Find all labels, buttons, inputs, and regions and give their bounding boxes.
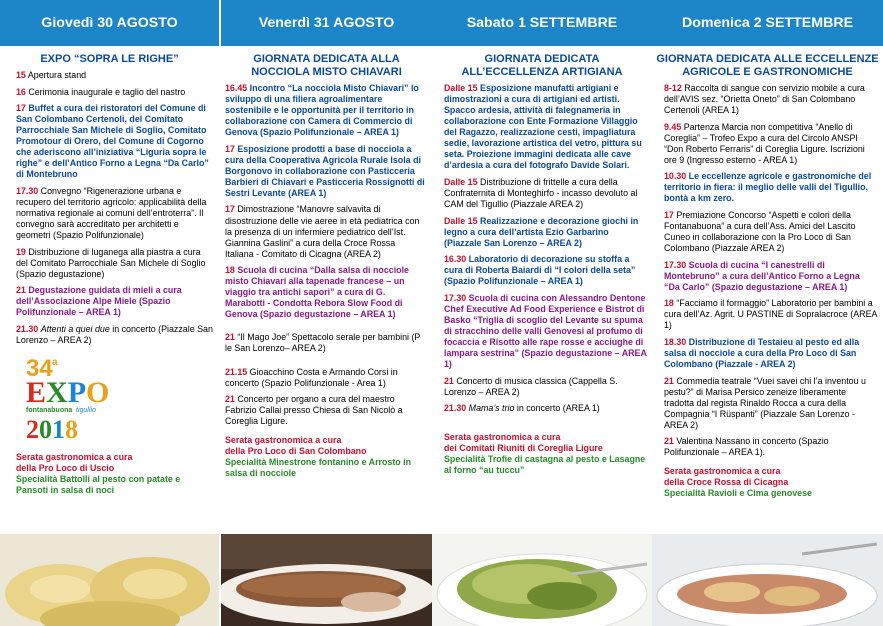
serata-specialty: Specialità Battolli al pesto con patate e Pansoti in salsa di noci [16,473,181,495]
event-list [652,81,883,458]
event: Dalle 15 Distribuzione di frittelle a cura della Confraternita di Monteghirfo - incasso devoluto al CAM del Tigullio (Piazzale AREA 2) [444,176,638,209]
day-header: Giovedì 30 AGOSTO [0,0,219,46]
event-list [221,81,432,427]
event: 16 Cerimonia inaugurale e taglio del nastro [16,86,186,97]
svg-text:tigullio: tigullio [76,406,96,414]
gastro-evening [652,464,883,499]
day-header: Venerdì 31 AGOSTO [221,0,432,46]
event: 17.30 Scuola di cucina “I canestrelli di Montebruno” a cura dell’Antico Forno a Legna “Da Carlo” (Spazio degustazione – AREA 1) [664,259,860,292]
event-list [0,68,219,346]
column-thursday [0,0,219,626]
event: 21 Concerto di musica classica (Cappella S. Lorenzo – AREA 2) [444,375,618,397]
day-title: GIORNATA DEDICATA ALLA NOCCIOLA MISTO CHIAVARI [251,53,402,78]
event: 21 Concerto per organo a cura del maestro Fabrizio Callai presso Chiesa di San Nicolò a Coreglia Ligure. [225,394,403,427]
column-saturday [432,0,652,626]
svg-text:34: 34 [26,354,53,382]
event: 10.30 Le eccellenze agricole e gastronomiche del territorio in fiera: il meglio delle valli del Tigullio, bontà a km zero. [664,171,872,204]
event: 16.45 Incontro “La nocciola Misto Chiavari” lo sviluppo di una filiera agroalimentare sostenibile e le opportunità per il territorio in collaborazione con Camera di Commercio di Genova (Spazio Polifunzionale – AREA 1) [225,83,419,138]
event: 19 Distribuzione di luganega alla piastra a cura del Comitato Parrocchiale San Michele di Soglio (Spazio degustazione) [16,246,206,279]
event: 17.30 Convegno “Rigenerazione urbana e recupero del territorio agricolo: applicabilità della normativa regionale ai comuni dell’entroterra”. Il convegno sarà accreditato per architetti e geometri (Spazio Polifunzionale) [16,185,207,241]
event: 17.30 Scuola di cucina con Alessandro Dentone Chef Executive Ad Food Experience e Bistrot di Basko “Triglia di scoglio del Levante su spuma di stracchino delle valli Genovesi al profumo di focaccia e Risotto alle rape rosse e acciughe di lampara sestrina” (Spazio degustazione – AREA 1) [444,292,647,370]
event: 21.15 Gioacchino Costa e Armando Corsi in concerto (Spazio Polifunzionale - Area 1) [225,366,398,388]
serata-organizer: della Pro Loco di Uscio [16,462,115,473]
year-2018: 2018 [26,414,78,442]
event: 8-12 Raccolta di sangue con servizio mobile a cura dell’AVIS sez. “Orietta Oneto” di San Colombano Certenoli (AREA 1) [664,83,865,116]
serata-organizer: dei Comitati Riuniti di Coreglia Ligure [444,443,603,454]
event: 17 Buffet a cura dei ristoratori del Comune di San Colombano Certenoli, del Comitato Parrocchiale San Michele di Soglio, Comitato Promotour di Orero, del Comune di Cogorno che aderiscono all’iniziativa “Liguria sopra le righe” e dell’Antico Forno a Legna “Da Carlo” di Montebruno [16,103,209,180]
expo-logo [12,352,132,442]
event: 21.30 Mama’s trio in concerto (AREA 1) [444,403,600,414]
column-sunday [652,0,883,626]
gastro-evening [221,433,432,479]
serata-organizer: della Pro Loco di San Colombano [225,445,367,456]
event: 17 Esposizione prodotti a base di nocciola a cura della Cooperativa Agricola Rurale Isola di Borgonovo in collaborazione con Pasticceria Barbieri di Chiavari e Pasticceria Rossignotti di Sestri Levante (AREA 1) [225,143,425,198]
serata-organizer: della Croce Rossa di Cicagna [664,476,789,487]
ravioli-photo [0,534,219,626]
serata-line: Serata gastronomica a cura [444,432,561,443]
event: 17 Dimostrazione “Manovre salvavita di disostruzione delle vie aeree in età pediatrica con la presenza di un infermiere pediatrico dell’Ist. Giannina Gaslini” a cura della Croce Rossa Italiana - Comitato di Cicagna (AREA 2) [225,204,420,259]
day-header: Domenica 2 SETTEMBRE [652,0,883,46]
event-list [432,81,652,414]
event: 16.30 Laboratorio di decorazione su stoffa a cura di Roberta Baiardi di “I colori della seta” (Spazio Polifunzionale – AREA 1) [444,254,636,287]
roast-photo [221,534,432,626]
event: 17 Premiazione Concorso “Aspetti e colori della Fontanabuona” a cura dell’Ass. Amici del Lascito Cuneo in collaborazione con la Pro Loco di San Colombano (Piazzale AREA 2) [664,209,856,254]
event: 15 Apertura stand [16,70,87,80]
event: 18.30 Distribuzione di Testaieu al pesto ed alla salsa di nocciole a cura della Pro Loco di San Colombano (Piazzale - AREA 2) [664,336,860,370]
day-header: Sabato 1 SETTEMBRE [432,0,652,46]
trofie-pesto-photo [432,534,652,626]
event: Dalle 15 Realizzazione e decorazione giochi in legno a cura dell’artista Ezio Garbarino (Piazzale San Lorenzo – AREA 2) [444,215,639,248]
serata-specialty: Specialità Trofie di castagna al pesto e Lasagne al forno “au tuccu” [444,454,646,476]
event: 18 Scuola di cucina “Dalla salsa di nocciole misto Chiavari alla tapenade francese – un viaggio tra antichi sapori” a cura di G. Marabotti - Condotta Rebora Slow Food di Genova (Spazio degustazione – AREA 1) [225,265,409,320]
day-title: GIORNATA DEDICATA ALLE ECCELLENZE AGRICOLE E GASTRONOMICHE [656,53,879,78]
event: 21.30 Attenti a quei due in concerto (Piazzale San Lorenzo – AREA 2) [16,323,213,345]
day-title: EXPO “SOPRA LE RIGHE” [40,53,179,65]
gastro-evening [0,450,219,496]
svg-text:fontanabuona: fontanabuona [26,406,73,414]
column-friday [221,0,432,626]
serata-line: Serata gastronomica a cura [225,434,342,445]
event: 21 Commedia teatrale “Vuei savei chi l’a inventou u pestu?” di Marisa Persico zeneize liberamente tradotta dal regista Rinaldo Rocca a cura della Compagnia “I Rüspanti” (Piazzale San Lorenzo - AREA 2) [664,375,866,430]
gastro-evening [432,430,652,476]
event: 21 Valentina Nassano in concerto (Spazio Polifunzionale – AREA 1). [664,436,829,458]
event: Dalle 15 Esposizione manufatti artigiani e dimostrazioni a cura di artigiani ed artisti. Spacco ardesia, attività di falegnameria in collaborazione con Ente Formazione Villaggio del Ragazzo, realizzazione cesti, impagliatura sedie, lavorazione artistica del vetro, pittura su seta. Proiezione immagini dedicata alle cave d’ardesia a cura del fotografo Davide Solari. [444,83,642,171]
event: 18 “Facciamo il formaggio” Laboratorio per bambini a cura dell’Az. Agrit. U PASTINE di Sopralacroce (AREA 1) [664,298,877,331]
day-title: GIORNATA DEDICATA ALL’ECCELLENZA ARTIGIANA [461,53,623,78]
expo-word: EXPO [26,375,110,409]
ravioli-sauce-photo [652,534,883,626]
svg-text:a: a [52,356,58,368]
event: 9.45 Partenza Marcia non competitiva “Anello di Coreglia” – Trofeo Expo a cura del Circolo ANSPI “Don Roberto Ferraris” di Coreglia Ligure. Iscrizioni ore 9 (Ingresso esterno - AREA 1) [664,121,865,165]
expo-logo-graphic [12,352,132,442]
serata-line: Serata gastronomica a cura [664,465,781,476]
event: 21 Degustazione guidata di mieli a cura dell’Associazione Alpe Miele (Spazio Polifunzionale – AREA 1) [16,285,182,318]
serata-line: Serata gastronomica a cura [16,451,133,462]
serata-specialty: Specialità Minestrone fontanino e Arrosto in salsa di nocciole [225,456,412,478]
serata-specialty: Specialità Ravioli e Cima genovese [664,488,812,498]
event: 21 “Il Mago Joe” Spettacolo serale per bambini (P le San Lorenzo– AREA 2) [225,332,421,354]
